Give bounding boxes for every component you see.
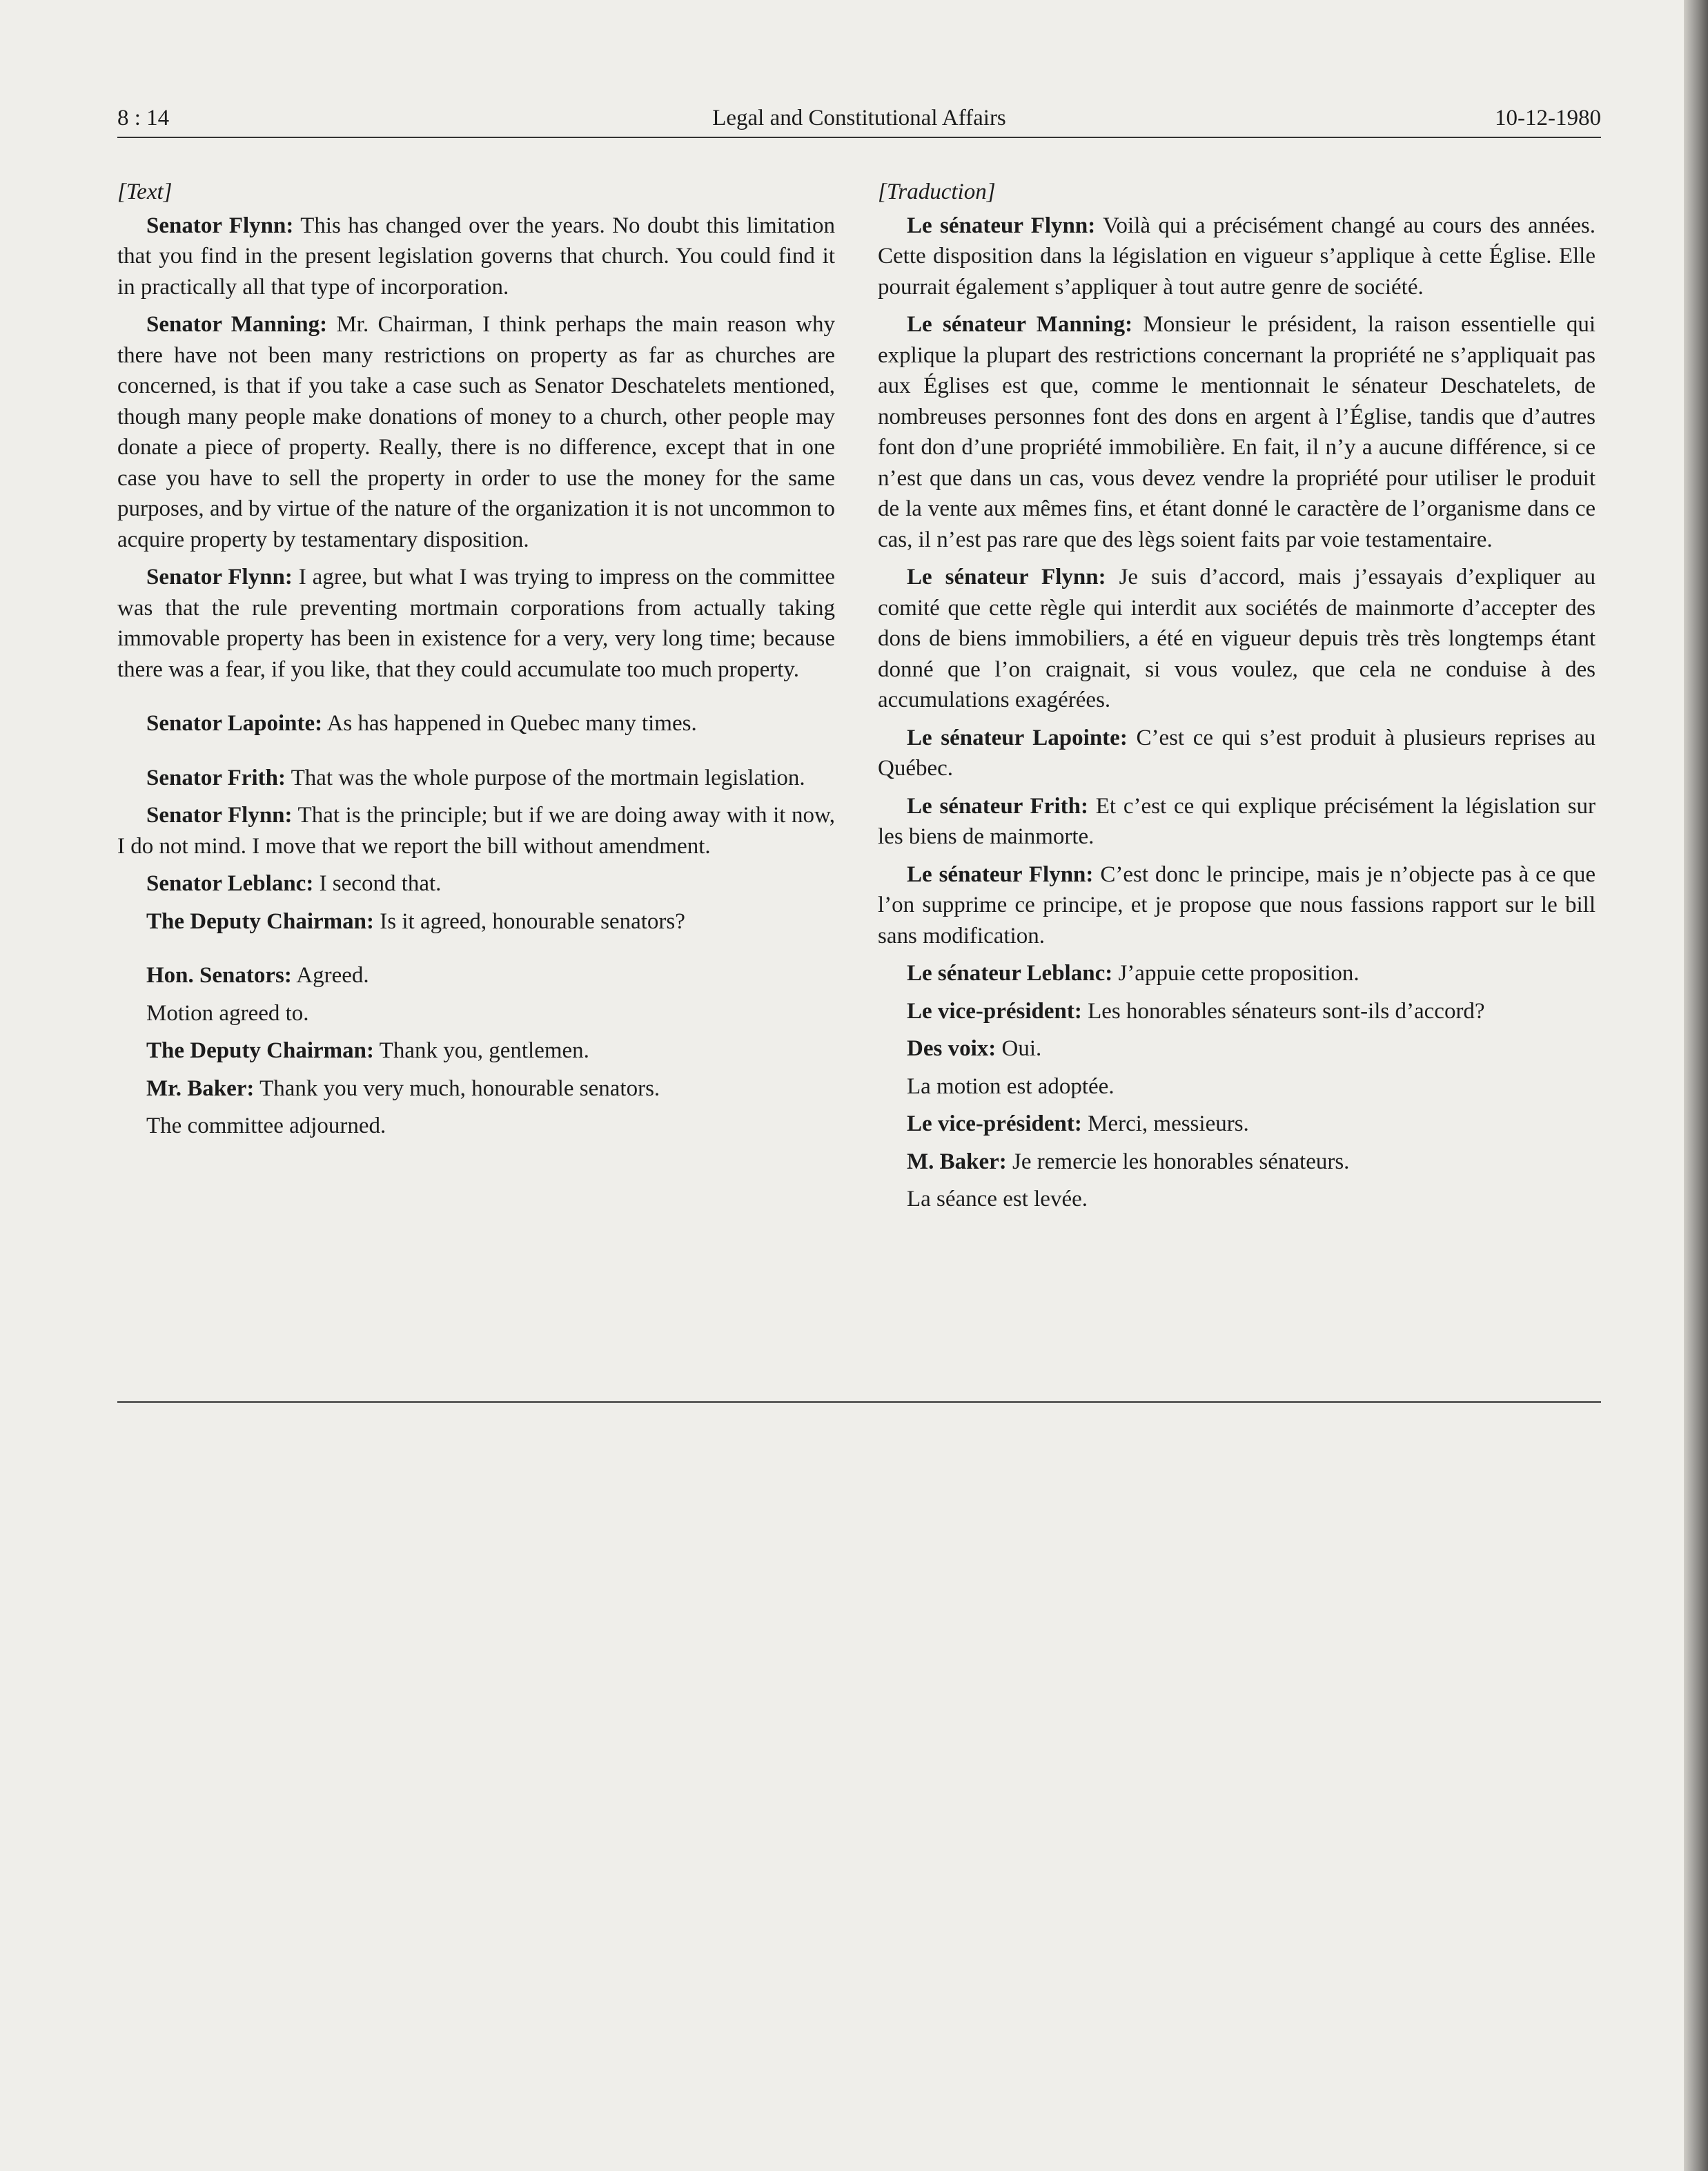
speaker-name: Le sénateur Leblanc:	[907, 961, 1113, 986]
paragraph	[117, 763, 835, 794]
speech-text: La motion est adoptée.	[907, 1073, 1115, 1099]
paragraph	[878, 1033, 1596, 1064]
speech-text: Oui.	[996, 1036, 1042, 1061]
paragraph	[117, 211, 835, 303]
speech-text: Motion agreed to.	[146, 1000, 309, 1026]
paragraph	[117, 960, 835, 991]
speech-text: Je remercie les honorables sénateurs.	[1006, 1149, 1350, 1174]
speaker-name: Senator Lapointe:	[146, 711, 323, 736]
paragraph	[117, 562, 835, 685]
paragraph	[117, 708, 835, 739]
paragraph	[117, 309, 835, 555]
paragraph	[117, 1073, 835, 1104]
french-column	[878, 177, 1596, 1215]
speech-text: J’appuie cette proposition.	[1112, 961, 1359, 986]
speech-text: That was the whole purpose of the mortmain legislation.	[285, 765, 805, 790]
speech-text: Voilà qui a précisément changé au cours des années. Cette disposition dans la législation en vigueur s’applique à cette Église. Elle pourrait également s’appliquer à tout autre genre de société.	[878, 213, 1596, 300]
section-label-traduction: [Traduction]	[878, 179, 996, 204]
speech-text: I agree, but what I was trying to impress on the committee was that the rule preventing mortmain corporations from actually taking immovable property has been in existence for a very, very long time; because there was a fear, if you like, that they could accumulate too much property.	[117, 565, 835, 682]
paragraph	[878, 1071, 1596, 1102]
speech-text: Merci, messieurs.	[1081, 1111, 1249, 1136]
paragraph	[878, 723, 1596, 784]
paragraph	[117, 800, 835, 861]
speech-text: Agreed.	[291, 963, 369, 988]
speaker-name: Des voix:	[907, 1036, 997, 1061]
closing-rule	[117, 1401, 1601, 1403]
paragraph	[878, 211, 1596, 303]
speech-text: Is it agreed, honourable senators?	[374, 908, 685, 934]
page-number: 8 : 14	[117, 106, 170, 130]
speech-text: I second that.	[313, 871, 442, 896]
speech-text: Monsieur le président, la raison essentielle qui explique la plupart des restrictions concernant la propriété ne s’appliquait pas aux Églises est que, comme le mentionnait le sénateur Deschatelets, de nombreuses personnes font des dons en argent à l’Église, tandis que d’autres font don d’une propriété immobilière. En fait, il n’y a aucune différence, si ce n’est que dans un cas, vous devez vendre la propriété pour utiliser le produit de la vente aux mêmes fins, et étant donné le caractère de l’organisme dans ce cas, il n’est pas rare que des lègs soient faits par voie testamentaire.	[878, 312, 1596, 552]
paragraph	[878, 562, 1596, 716]
speaker-name: Le sénateur Flynn:	[907, 565, 1106, 590]
speech-text: C’est donc le principe, mais je n’objecte pas à ce que l’on supprime ce principe, et je propose que nous fassions rapport sur le bill sans modification.	[878, 861, 1596, 948]
speaker-name: Le sénateur Flynn:	[907, 213, 1096, 238]
binding-edge	[1684, 0, 1708, 2171]
paragraph	[117, 998, 835, 1029]
speaker-name: Senator Leblanc:	[146, 871, 314, 896]
running-header	[117, 101, 1601, 138]
speaker-name: Senator Flynn:	[146, 565, 293, 590]
speaker-name: Senator Frith:	[146, 765, 286, 790]
speaker-name: Senator Flynn:	[146, 803, 293, 828]
paragraph	[117, 906, 835, 937]
speech-text: Les honorables sénateurs sont-ils d’accord?	[1081, 998, 1485, 1024]
speech-text: Thank you very much, honourable senators.	[254, 1075, 660, 1101]
speaker-name: Senator Manning:	[146, 312, 328, 337]
paragraph	[117, 1035, 835, 1067]
paragraph	[878, 859, 1596, 952]
speech-text: Et c’est ce qui explique précisément la législation sur les biens de mainmorte.	[878, 793, 1596, 849]
speech-text: As has happened in Quebec many times.	[322, 711, 697, 736]
speaker-name: Senator Flynn:	[146, 213, 294, 238]
speech-text: Mr. Chairman, I think perhaps the main reason why there have not been many restrictions on property as far as churches are concerned, is that if you take a case such as Senator Deschatelets mentioned, though many people make donations of money to a church, other people may donate a piece of property. Really, there is no difference, except that in one case you have to sell the property in order to use the money for the same purposes, and by virtue of the nature of the organization it is not uncommon to acquire property by testamentary disposition.	[117, 312, 835, 552]
speaker-name: Le sénateur Flynn:	[907, 861, 1094, 887]
speech-text: C’est ce qui s’est produit à plusieurs reprises au Québec.	[878, 725, 1596, 781]
paragraph	[878, 996, 1596, 1027]
section-label-text: [Text]	[117, 179, 173, 204]
paragraph	[878, 958, 1596, 989]
speech-text: That is the principle; but if we are doing away with it now, I do not mind. I move that we report the bill without amendment.	[117, 803, 835, 859]
paragraph	[878, 791, 1596, 853]
speaker-name: Le sénateur Lapointe:	[907, 725, 1128, 750]
speech-text: Je suis d’accord, mais j’essayais d’expliquer au comité que cette règle qui interdit aux sociétés de mainmorte d’accepter des dons de biens immobiliers, a été en vigueur depuis très très longtemps étant donné que l’on craignait, si vous voulez, que cela ne conduise à des accumulations exagérées.	[878, 565, 1596, 712]
speaker-name: Le sénateur Manning:	[907, 312, 1133, 337]
speaker-name: M. Baker:	[907, 1149, 1007, 1174]
speaker-name: The Deputy Chairman:	[146, 1038, 375, 1063]
speaker-name: Le vice-président:	[907, 1111, 1082, 1136]
speech-text: La séance est levée.	[907, 1187, 1088, 1211]
paragraph	[878, 1184, 1596, 1215]
speaker-name: Hon. Senators:	[146, 963, 292, 988]
english-column	[117, 177, 835, 1142]
speaker-name: Le sénateur Frith:	[907, 793, 1088, 819]
speech-text: Thank you, gentlemen.	[374, 1038, 589, 1063]
paragraph	[117, 868, 835, 899]
speaker-name: The Deputy Chairman:	[146, 908, 375, 934]
issue-date: 10-12-1980	[1495, 106, 1601, 130]
paragraph	[878, 1109, 1596, 1140]
speech-text: The committee adjourned.	[146, 1113, 386, 1138]
speech-text: This has changed over the years. No doubt this limitation that you find in the present legislation governs that church. You could find it in practically all that type of incorporation.	[117, 213, 835, 300]
paragraph	[878, 1147, 1596, 1178]
paragraph	[117, 1111, 835, 1142]
speaker-name: Le vice-président:	[907, 998, 1082, 1024]
speaker-name: Mr. Baker:	[146, 1075, 255, 1101]
paragraph	[878, 309, 1596, 555]
publication-title: Legal and Constitutional Affairs	[712, 106, 1006, 130]
